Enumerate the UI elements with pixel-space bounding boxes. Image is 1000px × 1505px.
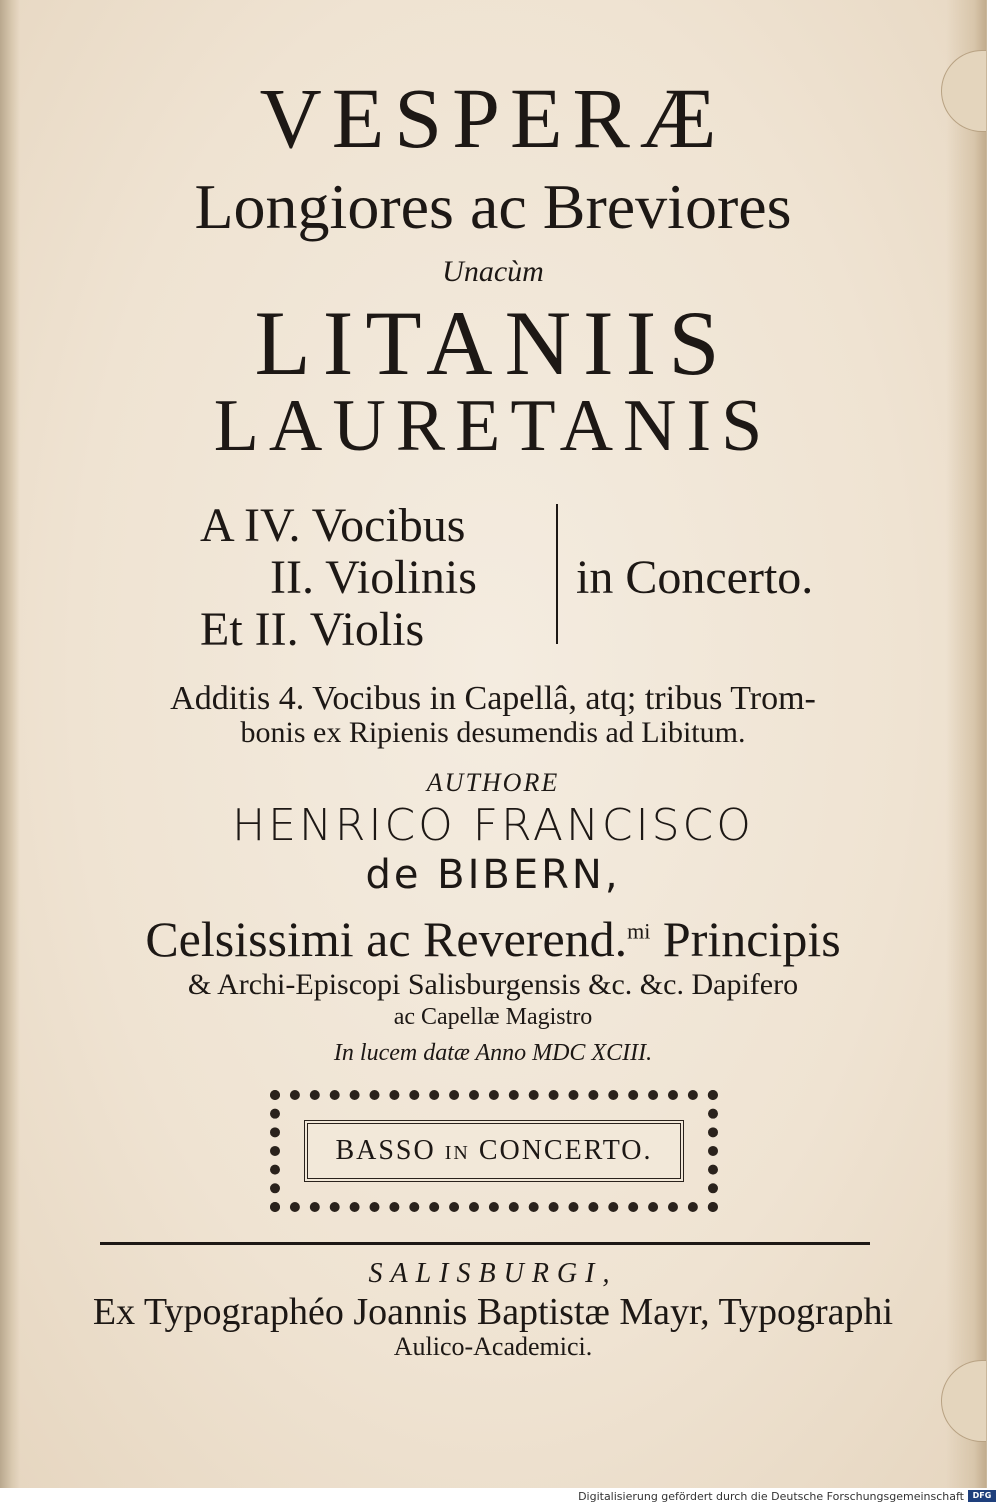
authore-label: AUTHORE <box>426 768 560 797</box>
voicing-violinis: II. Violinis <box>270 551 477 604</box>
title-litaniis: LITANIIS <box>254 292 732 394</box>
author-name-line1: HENRICO FRANCISCO <box>232 800 754 851</box>
voicing-block <box>200 498 900 658</box>
footer-credit: Digitalisierung gefördert durch die Deutsche Forschungsgemeinschaft <box>578 1490 964 1503</box>
dedication-line1-b: Principis <box>650 911 841 967</box>
dfg-logo: DFG <box>968 1490 996 1502</box>
imprint-city: SALISBURGI, <box>368 1258 618 1289</box>
ornamental-frame <box>270 1090 718 1212</box>
voicing-violis: Et II. Violis <box>200 603 425 656</box>
title-vesperae: VESPERÆ <box>259 70 727 166</box>
title-unacum: Unacùm <box>442 255 544 288</box>
title-longiores: Longiores ac Breviores <box>194 171 792 242</box>
dedication-line2: & Archi-Episcopi Salisburgensis &c. &c. Dapifero <box>187 968 799 1001</box>
voicing-in-concerto: in Concerto. <box>576 551 814 604</box>
voicing-brace <box>546 504 558 644</box>
title-lauretanis: LAURETANIS <box>213 385 773 467</box>
imprint-aulico: Aulico-Academici. <box>393 1332 593 1361</box>
dedication-line1 <box>0 910 986 968</box>
dedication-line3: ac Capellæ Magistro <box>393 1004 593 1030</box>
horizontal-rule <box>100 1242 870 1245</box>
publication-year: In lucem datæ Anno MDC XCIII. <box>333 1040 653 1066</box>
dedication-superscript: mi <box>627 918 651 944</box>
additis-line2: bonis ex Ripienis desumendis ad Libitum. <box>240 716 746 749</box>
digitization-footer <box>0 1488 1000 1505</box>
additis-line1: Additis 4. Vocibus in Capellâ, atq; tribus Trom- <box>170 680 816 717</box>
part-label-box <box>304 1120 684 1182</box>
imprint-printer: Ex Typographéo Joannis Baptistæ Mayr, Typographi <box>92 1291 894 1333</box>
voicing-vocibus: A IV. Vocibus <box>200 499 466 552</box>
part-label: BASSO in CONCERTO. <box>335 1135 653 1166</box>
dedication-line1-a: Celsissimi ac Reverend. <box>145 911 628 967</box>
author-name-line2: de BIBERN, <box>365 852 621 898</box>
